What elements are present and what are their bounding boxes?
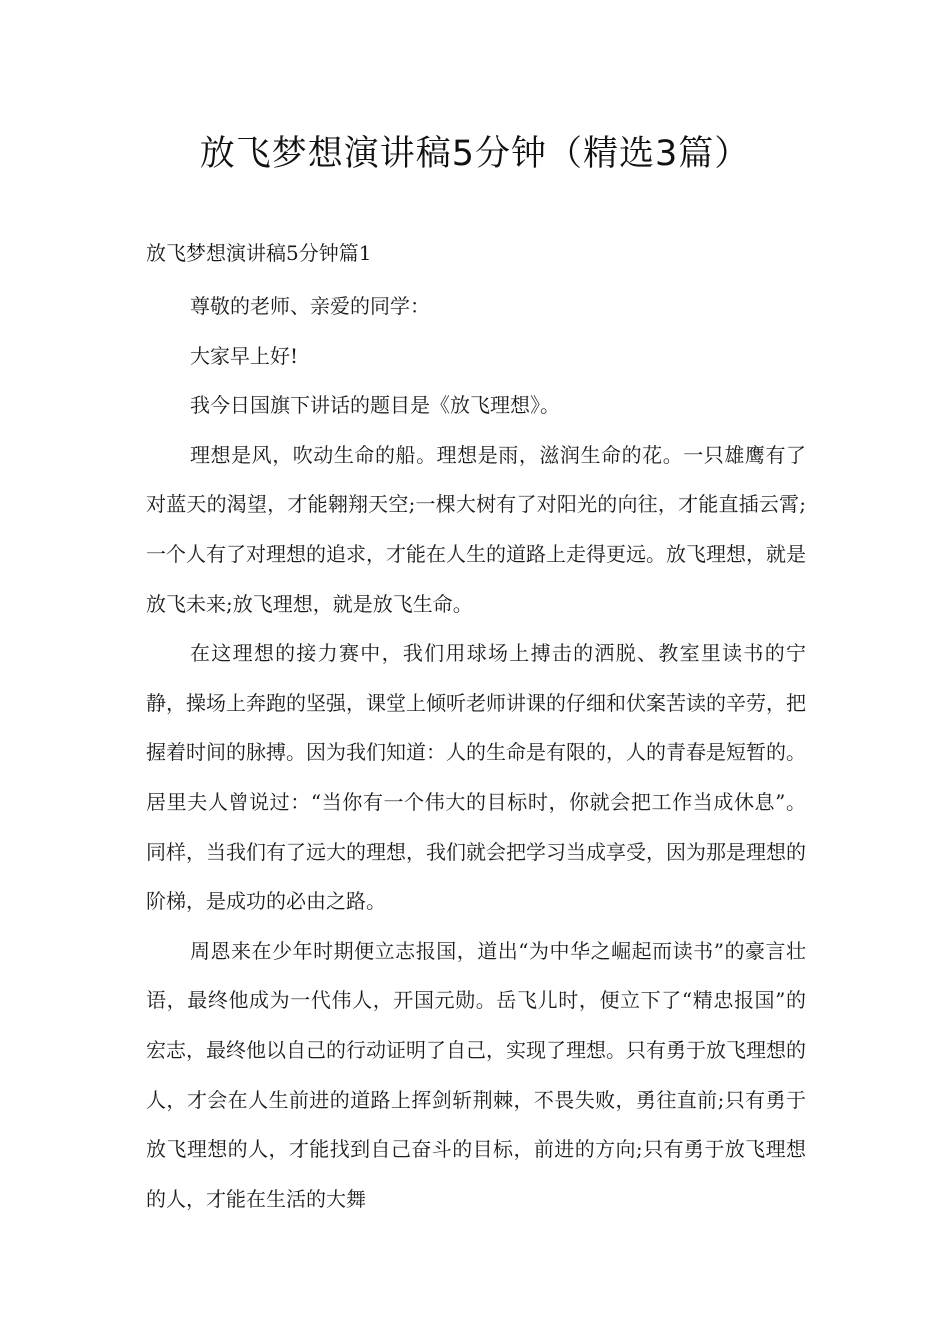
salutation-paragraph: 大家早上好! (190, 343, 299, 368)
document-title: 放飞梦想演讲稿5分钟（精选3篇） (199, 134, 751, 174)
body-paragraph: 周恩来在少年时期便立志报国，道出“为中华之崛起而读书”的豪言壮语，最终他成为一代伟人，开国元勋。岳飞儿时，便立下了“精忠报国”的宏志，最终他以自己的行动证明了自己，实现了理想。只有勇于放飞理想的人，才会在人生前进的道路上挥剑斩荆棘，不畏失败，勇往直前;只有勇于放飞理想的人，才能找到自己奋斗的目标，前进的方向;只有勇于放飞理想的人，才能在生活的大舞 (146, 938, 806, 1211)
greeting-paragraph: 尊敬的老师、亲爱的同学： (190, 294, 430, 318)
section-heading: 放飞梦想演讲稿5分钟篇1 (146, 241, 372, 265)
body-paragraph: 在这理想的接力赛中，我们用球场上搏击的洒脱、教室里读书的宁静，操场上奔跑的坚强，课堂上倾听老师讲课的仔细和伏案苦读的辛劳，把握着时间的脉搏。因为我们知道：人的生命是有限的，人的青春是短暂的。居里夫人曾说过：“当你有一个伟大的目标时，你就会把工作当成休息”。同样，当我们有了远大的理想，我们就会把学习当成享受，因为那是理想的阶梯，是成功的必由之路。 (146, 641, 806, 914)
body-paragraph: 理想是风，吹动生命的船。理想是雨，滋润生命的花。一只雄鹰有了对蓝天的渴望，才能翱翔天空;一棵大树有了对阳光的向往，才能直插云霄;一个人有了对理想的追求，才能在人生的道路上走得更远。放飞理想，就是放飞未来;放飞理想，就是放飞生命。 (146, 442, 806, 616)
document-body (146, 282, 806, 1224)
topic-paragraph: 我今日国旗下讲话的题目是《放飞理想》。 (190, 393, 560, 418)
